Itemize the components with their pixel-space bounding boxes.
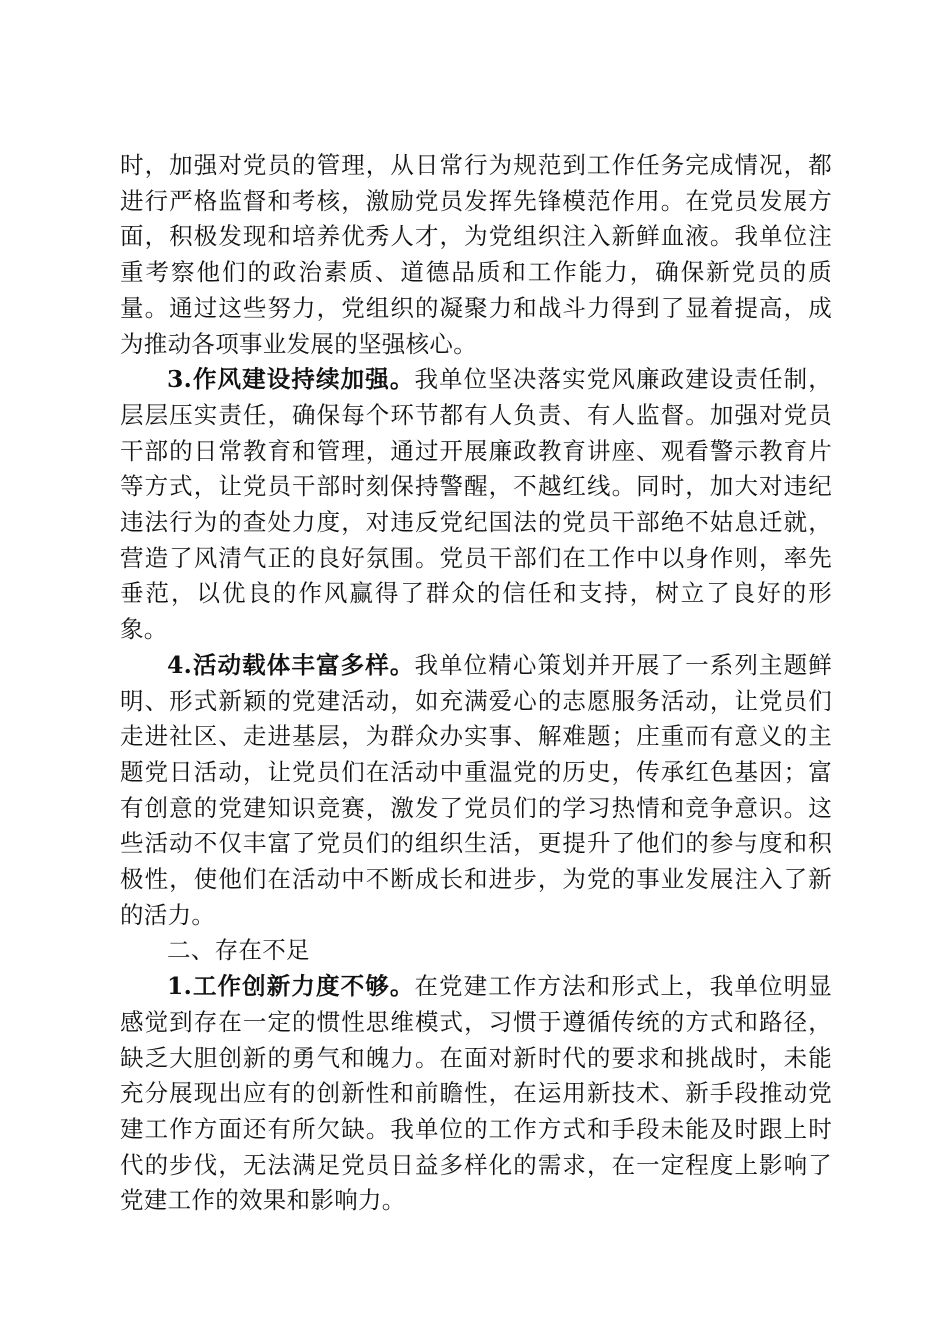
section-heading-text: 二、存在不足 <box>167 936 310 965</box>
paragraph-text: 我单位坚决落实党风廉政建设责任制，层层压实责任，确保每个环节都有人负责、有人监督。加强对党员干部的日常教育和管理，通过开展廉政教育讲座、观看警示教育片等方式，让党员干部时刻保持警醒，不越红线。同时，加大对违纪违法行为的查处力度，对违反党纪国法的党员干部绝不姑息迁就，营造了风清气正的良好氛围。党员干部们在工作中以身作则，率先垂范，以优良的作风赢得了群众的信任和支持，树立了良好的形象。 <box>120 365 832 644</box>
paragraph-heading: 1.工作创新力度不够。 <box>167 972 415 1001</box>
section-heading-shortcomings <box>120 933 832 969</box>
paragraph-party-member-management <box>120 148 832 362</box>
paragraph-heading: 3.作风建设持续加强。 <box>167 365 415 394</box>
paragraph-work-style-building <box>120 362 832 648</box>
paragraph-text: 时，加强对党员的管理，从日常行为规范到工作任务完成情况，都进行严格监督和考核，激励党员发挥先锋模范作用。在党员发展方面，积极发现和培养优秀人才，为党组织注入新鲜血液。我单位注重考察他们的政治素质、道德品质和工作能力，确保新党员的质量。通过这些努力，党组织的凝聚力和战斗力得到了显着提高，成为推动各项事业发展的坚强核心。 <box>120 151 832 358</box>
paragraph-activity-carriers <box>120 648 832 934</box>
paragraph-insufficient-innovation <box>120 969 832 1219</box>
document-body <box>120 148 832 1219</box>
paragraph-text: 在党建工作方法和形式上，我单位明显感觉到存在一定的惯性思维模式，习惯于遵循传统的方式和路径，缺乏大胆创新的勇气和魄力。在面对新时代的要求和挑战时，未能充分展现出应有的创新性和前瞻性，在运用新技术、新手段推动党建工作方面还有所欠缺。我单位的工作方式和手段未能及时跟上时代的步伐，无法满足党员日益多样化的需求，在一定程度上影响了党建工作的效果和影响力。 <box>120 972 832 1215</box>
paragraph-heading: 4.活动载体丰富多样。 <box>167 650 415 679</box>
paragraph-text: 我单位精心策划并开展了一系列主题鲜明、形式新颖的党建活动，如充满爱心的志愿服务活动，让党员们走进社区、走进基层，为群众办实事、解难题；庄重而有意义的主题党日活动，让党员们在活动中重温党的历史，传承红色基因；富有创意的党建知识竞赛，激发了党员们的学习热情和竞争意识。这些活动不仅丰富了党员们的组织生活，更提升了他们的参与度和积极性，使他们在活动中不断成长和进步，为党的事业发展注入了新的活力。 <box>120 650 832 929</box>
